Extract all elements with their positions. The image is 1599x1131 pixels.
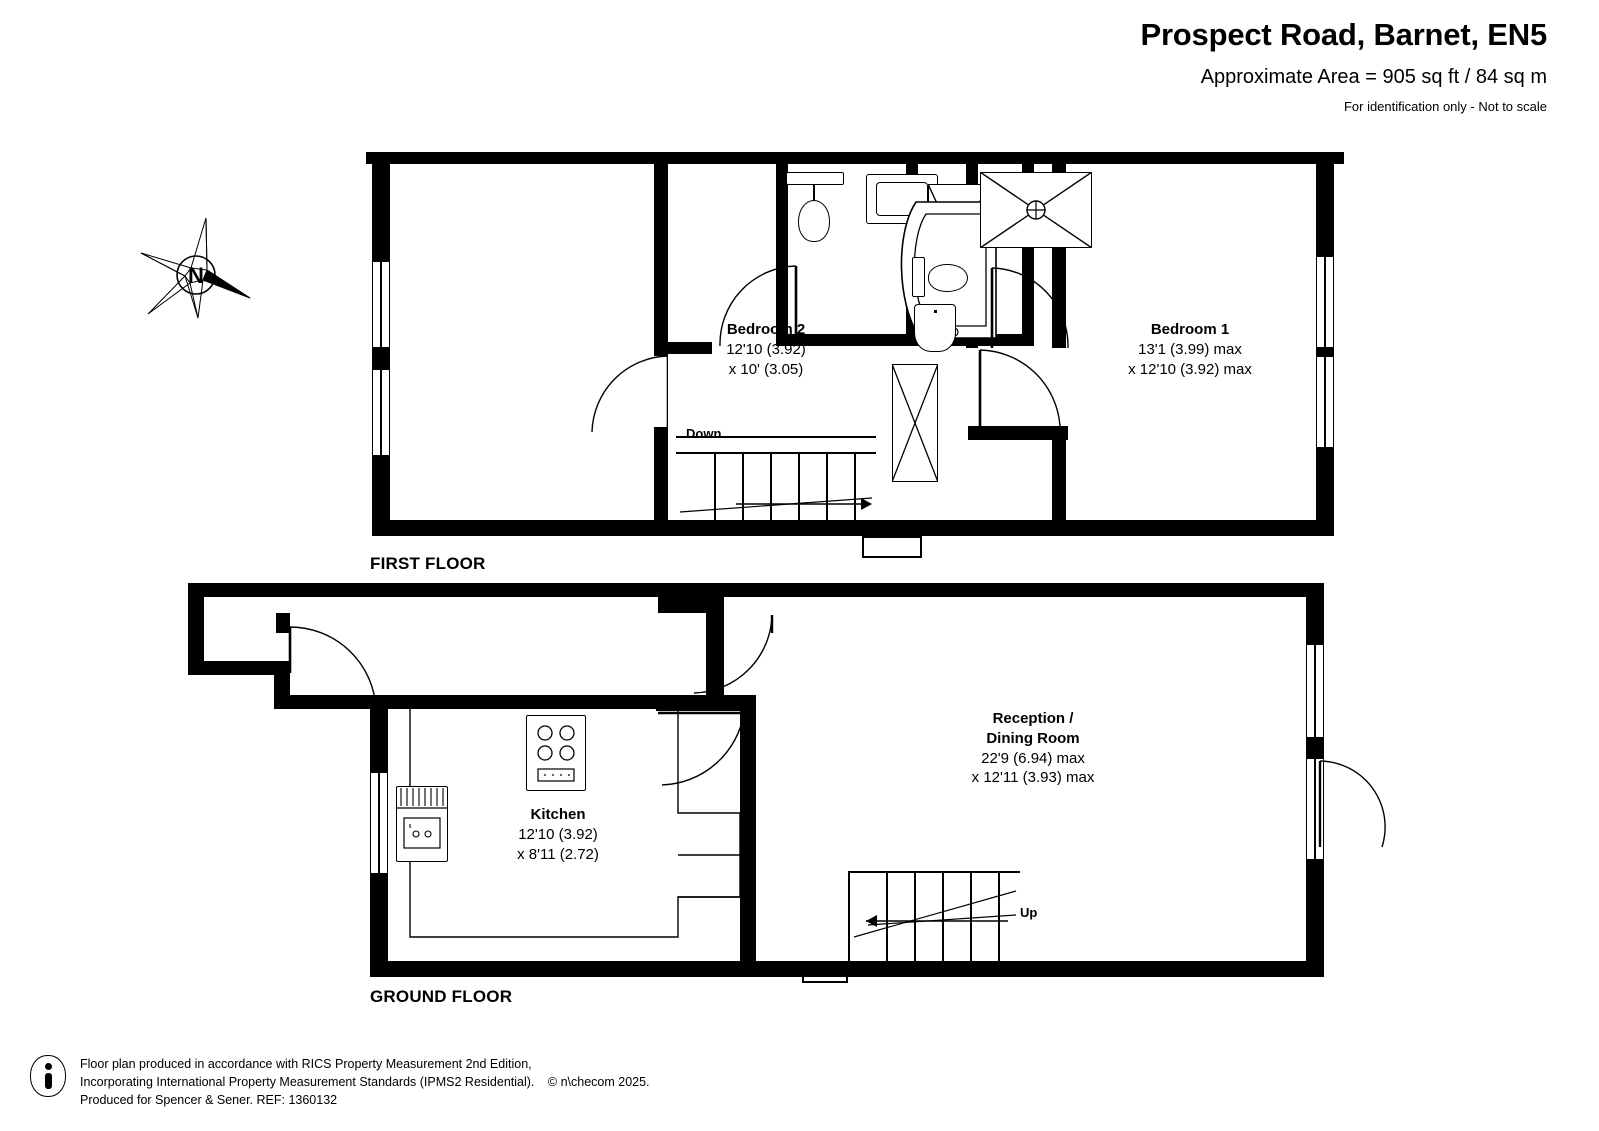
compass-rose: [128, 210, 263, 325]
kitchen-dim2: x 8'11 (2.72): [517, 845, 599, 863]
staircase-up: [848, 871, 1020, 963]
stair-up-foot-4: [802, 981, 848, 983]
wall-ground-bottom: [370, 961, 1310, 977]
toilet-bowl-bath: [798, 200, 830, 242]
plan-header: [1140, 18, 1547, 114]
bedroom1-dim2: x 12'10 (3.92) max: [1128, 360, 1252, 378]
wall-bedroom1-bottom-left: [1052, 426, 1066, 536]
toilet-bowl-ensuite: [928, 264, 968, 292]
area-summary: Approximate Area = 905 sq ft / 84 sq m: [1200, 66, 1547, 89]
stair-up-outline-top: [848, 871, 1020, 873]
ground-floor-label: GROUND FLOOR: [370, 987, 513, 1006]
wall-ground-porch-bottom: [188, 661, 288, 675]
stairs-down-label: Down: [686, 426, 722, 441]
svg-text:N: N: [188, 263, 204, 288]
bedroom2-dim1: 12'10 (3.92): [726, 340, 806, 358]
bedroom2-dim2: x 10' (3.05): [728, 360, 804, 378]
bedroom2-name: Bedroom 2: [726, 321, 806, 338]
first-floor-plan: [366, 152, 1344, 540]
window-reception-upper-line: [1314, 645, 1316, 737]
stair-up-foot-1: [802, 961, 848, 963]
toilet-stem-bath: [813, 185, 815, 201]
reception-dim2: x 12'11 (3.93) max: [971, 769, 1095, 787]
person-icon: [30, 1055, 66, 1097]
porch-door-jamb: [276, 613, 290, 633]
footer-line-2: Incorporating International Property Measurement Standards (IPMS2 Residential).: [80, 1074, 535, 1089]
landing-cupboard-cross: [892, 364, 938, 482]
wall-ground-top: [188, 583, 1323, 597]
reception-name2: Dining Room: [986, 729, 1080, 747]
stair-direction-arrow-down: [676, 476, 876, 516]
plan-footer: [30, 1055, 650, 1109]
stair-direction-arrow-up: [848, 881, 1020, 941]
reception-name: Reception /: [992, 710, 1074, 727]
person-icon-body: [45, 1073, 52, 1089]
door-reception-external: [1318, 759, 1390, 851]
toilet-cistern-ensuite: [912, 257, 925, 297]
toilet-cistern-bath: [786, 172, 844, 185]
footer-line-1: Floor plan produced in accordance with RICS Property Measurement 2nd Edition,: [80, 1056, 532, 1071]
staircase-down: [676, 436, 876, 536]
ensuite-basin-tap: [934, 310, 937, 313]
hob-burners: [526, 715, 586, 791]
kitchen-name: Kitchen: [530, 806, 586, 823]
stair-foot-3: [920, 536, 922, 558]
bedroom1-name: Bedroom 1: [1150, 321, 1230, 338]
stair-foot-2: [862, 536, 864, 558]
ground-floor-plan: [188, 583, 1388, 977]
reception-dim1: 22'9 (6.94) max: [981, 749, 1085, 767]
footer-line-3: Produced for Spencer & Sener. REF: 1360132: [80, 1092, 338, 1107]
footer-copyright: © n\checom 2025.: [547, 1074, 650, 1089]
stair-up-foot-3: [846, 961, 848, 983]
wall-first-top: [366, 152, 1344, 164]
window-bedroom2-upper-line: [380, 262, 382, 347]
door-hall-reception: [688, 613, 774, 697]
stair-up-bottom-wall: [848, 961, 910, 977]
ensuite-shower-cross: [980, 172, 1092, 248]
first-floor-label: FIRST FLOOR: [370, 554, 486, 573]
stair-foot-1: [862, 536, 922, 538]
door-front-entrance: [288, 623, 380, 713]
stair-up-foot-2: [802, 961, 804, 983]
footer-text-block: [80, 1055, 650, 1109]
kitchen-dim1: 12'10 (3.92): [518, 825, 598, 843]
window-kitchen-line: [378, 773, 380, 873]
disclaimer-text: For identification only - Not to scale: [1343, 99, 1547, 115]
bedroom1-dim1: 13'1 (3.99) max: [1138, 340, 1242, 358]
stair-foot-4: [862, 556, 922, 558]
window-bedroom2-lower-line: [380, 370, 382, 455]
stairs-up-label: Up: [1020, 905, 1038, 920]
person-icon-head: [45, 1063, 52, 1070]
stair-step-1: [676, 452, 876, 454]
ensuite-shower-tray: [914, 172, 916, 174]
window-reception-lower-line: [1314, 759, 1316, 859]
page-title: Prospect Road, Barnet, EN5: [1140, 17, 1547, 52]
wall-landing-left: [654, 427, 668, 536]
